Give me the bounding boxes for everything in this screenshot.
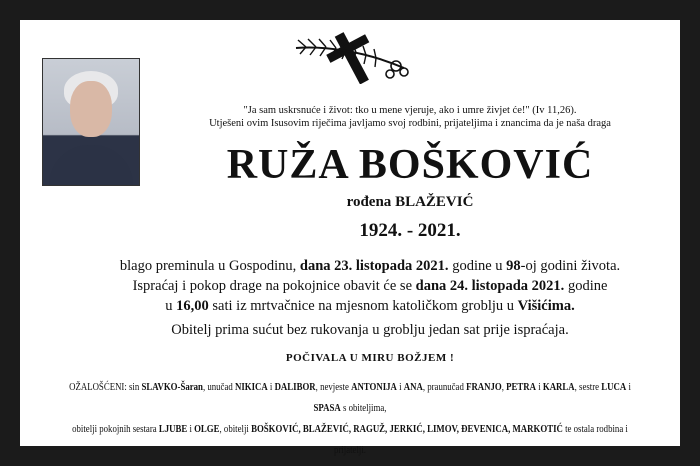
scripture-quote xyxy=(148,104,672,130)
maiden-name-line xyxy=(140,194,680,211)
text-part: , praunučad xyxy=(422,382,467,393)
text-part: -oj godini života. xyxy=(520,258,621,274)
mourner-name: BOŠKOVIĆ, BLAŽEVIĆ, RAGUŽ, JERKIĆ, LIMOV, ĐEVENICA, MARKOTIĆ xyxy=(251,424,563,435)
intro-line: Utješeni ovim Isusovim riječima javljamo svoj rodbini, prijateljima i znancima da je naša draga xyxy=(209,118,611,129)
text-part: i xyxy=(536,382,543,393)
maiden-name: BLAŽEVIĆ xyxy=(395,194,474,210)
funeral-time: 16,00 xyxy=(176,298,209,314)
funeral-place: Višićima. xyxy=(517,298,575,314)
obituary-card xyxy=(20,20,680,456)
deceased-name: RUŽA BOŠKOVIĆ xyxy=(226,142,594,188)
text-part: Ispraćaj i pokop drage na pokojnice obavit će se xyxy=(132,278,416,294)
quote-line: "Ja sam uskrsnuće i život: tko u mene vjeruje, ako i umre živjet će!" (Iv 11,26). xyxy=(243,105,577,116)
announcement-line-2 xyxy=(80,276,660,296)
text-part: OŽALOŠĆENI: sin xyxy=(69,382,142,393)
text-part: godine xyxy=(564,278,608,294)
rest-in-peace: POČIVALA U MIRU BOŽJEM ! xyxy=(285,352,455,364)
mourner-name: FRANJO xyxy=(466,382,502,393)
mourner-name: ANA xyxy=(403,382,423,393)
mourner-name: LUCA xyxy=(601,382,627,393)
text-part: s obiteljima, xyxy=(340,403,387,414)
text-part: te ostala rodbina i prijatelji. xyxy=(333,424,628,456)
mourner-name: DALIBOR xyxy=(274,382,316,393)
mourners-line-1 xyxy=(68,377,631,419)
text-part: , nevjeste xyxy=(315,382,352,393)
life-years: 1924. - 2021. xyxy=(359,220,461,241)
text-part: , sestre xyxy=(574,382,602,393)
announcement-line-3 xyxy=(80,296,660,316)
text-part: u xyxy=(165,298,177,314)
date-of-death: dana 23. listopada 2021. xyxy=(299,258,449,274)
text-part: , obitelji xyxy=(219,424,252,435)
text-part: sati iz mrtvačnice na mjesnom katoličkom groblju u xyxy=(208,298,518,314)
funeral-date: dana 24. listopada 2021. xyxy=(415,278,565,294)
mourner-name: SLAVKO-Šaran xyxy=(141,382,203,393)
mourner-name: NIKICA xyxy=(234,382,268,393)
mourner-name: SPASA xyxy=(313,403,341,414)
text-part: godine u xyxy=(448,258,507,274)
mourner-name: OLGE xyxy=(194,424,220,435)
condolence-notice: Obitelj prima sućut bez rukovanja u groblju jedan sat prije ispraćaja. xyxy=(171,322,569,338)
mourners-list xyxy=(68,377,631,461)
mourner-name: KARLA xyxy=(542,382,575,393)
text-part: i xyxy=(187,424,195,435)
portrait-photo xyxy=(42,58,140,186)
text-part: i xyxy=(267,382,275,393)
announcement-line-1 xyxy=(80,256,660,276)
text-part: i xyxy=(626,382,631,393)
cross-icon xyxy=(292,28,416,84)
mourner-name: LJUBE xyxy=(158,424,188,435)
text-part: , xyxy=(501,382,507,393)
mourners-line-2 xyxy=(68,419,631,461)
mourner-name: ANTONIJA xyxy=(351,382,397,393)
text-part: i xyxy=(396,382,404,393)
announcement-text xyxy=(80,256,660,316)
mourner-name: PETRA xyxy=(506,382,537,393)
born-prefix: rođena xyxy=(346,194,392,210)
text-part: obitelji pokojnih sestara xyxy=(72,424,159,435)
age: 98 xyxy=(506,258,521,274)
text-part: , unučad xyxy=(202,382,235,393)
text-part: blago preminula u Gospodinu, xyxy=(119,258,300,274)
